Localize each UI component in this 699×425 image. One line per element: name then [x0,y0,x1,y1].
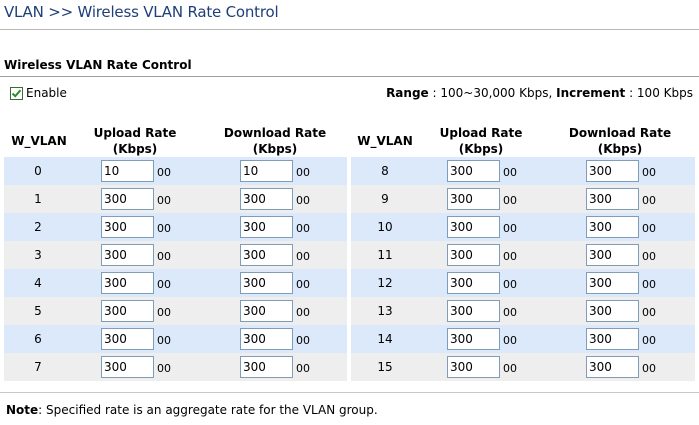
right-download-header [555,125,685,157]
upload-unit-suffix: 00 [157,362,171,375]
range-value: : 100~30,000 Kbps, [432,86,553,100]
download-rate-input[interactable] [586,356,639,378]
range-label: Range [386,86,429,100]
increment-value: : 100 Kbps [629,86,693,100]
download-unit-suffix: 00 [296,250,310,263]
download-rate-input[interactable] [240,160,293,182]
download-unit-suffix: 00 [296,362,310,375]
upload-unit-suffix: 00 [157,278,171,291]
upload-rate-input[interactable] [101,328,154,350]
upload-unit-suffix: 00 [503,250,517,263]
page-title: VLAN >> Wireless VLAN Rate Control [4,3,279,21]
download-unit-suffix: 00 [642,334,656,347]
upload-unit-suffix: 00 [503,334,517,347]
table-row [351,157,695,185]
upload-rate-input[interactable] [101,216,154,238]
table-row [4,353,347,381]
wvlan-id: 6 [34,332,42,346]
download-unit-suffix: 00 [642,194,656,207]
section-divider [0,76,699,77]
title-divider [0,29,699,30]
download-rate-input[interactable] [240,188,293,210]
wvlan-id: 14 [377,332,393,346]
wvlan-id: 5 [34,304,42,318]
upload-header-line1: Upload Rate [93,126,177,140]
left-wvlan-header: W_VLAN [11,134,67,148]
download-unit-suffix: 00 [642,362,656,375]
download-unit-suffix: 00 [642,250,656,263]
checkmark-icon [11,88,22,99]
table-row [351,269,695,297]
table-row [4,241,347,269]
wvlan-id: 13 [377,304,393,318]
download-unit-suffix: 00 [642,166,656,179]
download-rate-input[interactable] [586,244,639,266]
left-download-header [210,125,340,157]
download-unit-suffix: 00 [296,306,310,319]
wvlan-id: 1 [34,192,42,206]
upload-unit-suffix: 00 [503,194,517,207]
table-row [351,185,695,213]
upload-rate-input[interactable] [101,272,154,294]
enable-row[interactable] [10,86,67,100]
download-rate-input[interactable] [586,188,639,210]
upload-unit-suffix: 00 [157,222,171,235]
upload-unit-suffix: 00 [157,306,171,319]
table-row [351,213,695,241]
wvlan-id: 7 [34,360,42,374]
upload-unit-suffix: 00 [503,278,517,291]
table-row [4,325,347,353]
download-rate-input[interactable] [240,300,293,322]
upload-rate-input[interactable] [447,272,500,294]
download-rate-input[interactable] [240,272,293,294]
upload-unit-suffix: 00 [503,306,517,319]
upload-rate-input[interactable] [101,356,154,378]
download-rate-input[interactable] [586,300,639,322]
wvlan-id: 11 [377,248,393,262]
download-unit-suffix: 00 [296,166,310,179]
wvlan-id: 9 [381,192,389,206]
table-row [4,157,347,185]
download-rate-input[interactable] [586,216,639,238]
increment-label: Increment [556,86,626,100]
table-row [351,241,695,269]
wvlan-id: 15 [377,360,393,374]
enable-checkbox[interactable] [10,87,23,100]
download-rate-input[interactable] [240,356,293,378]
download-header-line1: Download Rate [568,126,672,140]
download-unit-suffix: 00 [296,278,310,291]
download-header-line1: Download Rate [223,126,327,140]
upload-rate-input[interactable] [447,244,500,266]
section-title: Wireless VLAN Rate Control [4,58,192,72]
enable-label: Enable [26,86,67,100]
table-row [4,269,347,297]
download-unit-suffix: 00 [642,306,656,319]
download-header-line2: (Kbps) [252,142,298,156]
upload-unit-suffix: 00 [157,166,171,179]
upload-unit-suffix: 00 [503,222,517,235]
left-upload-header [80,125,190,157]
wvlan-id: 8 [381,164,389,178]
upload-rate-input[interactable] [447,356,500,378]
wvlan-id: 2 [34,220,42,234]
download-rate-input[interactable] [586,272,639,294]
upload-unit-suffix: 00 [157,194,171,207]
download-rate-input[interactable] [586,160,639,182]
upload-rate-input[interactable] [447,216,500,238]
download-unit-suffix: 00 [642,222,656,235]
upload-rate-input[interactable] [447,188,500,210]
upload-unit-suffix: 00 [157,334,171,347]
upload-rate-input[interactable] [101,160,154,182]
upload-unit-suffix: 00 [503,166,517,179]
download-rate-input[interactable] [240,216,293,238]
download-rate-input[interactable] [240,244,293,266]
note-text: : Specified rate is an aggregate rate for the VLAN group. [38,403,378,417]
wvlan-id: 12 [377,276,393,290]
download-unit-suffix: 00 [296,334,310,347]
wvlan-id: 4 [34,276,42,290]
table-row [4,297,347,325]
upload-rate-input[interactable] [101,244,154,266]
upload-unit-suffix: 00 [157,250,171,263]
upload-rate-input[interactable] [447,160,500,182]
upload-rate-input[interactable] [447,328,500,350]
upload-header-line2: (Kbps) [112,142,158,156]
wvlan-id: 3 [34,248,42,262]
right-upload-header [426,125,536,157]
wvlan-id: 0 [34,164,42,178]
download-unit-suffix: 00 [642,278,656,291]
download-header-line2: (Kbps) [597,142,643,156]
right-rate-table [351,157,695,382]
bottom-divider [0,392,699,393]
table-row [4,185,347,213]
wvlan-id: 10 [377,220,393,234]
range-info [386,86,693,100]
upload-rate-input[interactable] [101,188,154,210]
upload-rate-input[interactable] [101,300,154,322]
right-wvlan-header: W_VLAN [357,134,413,148]
upload-header-line2: (Kbps) [458,142,504,156]
note [6,403,378,417]
left-rate-table [4,157,347,382]
upload-unit-suffix: 00 [503,362,517,375]
note-label: Note [6,403,39,417]
table-row [351,297,695,325]
table-row [4,213,347,241]
download-rate-input[interactable] [240,328,293,350]
download-unit-suffix: 00 [296,222,310,235]
table-row [351,325,695,353]
table-row [351,353,695,381]
download-unit-suffix: 00 [296,194,310,207]
download-rate-input[interactable] [586,328,639,350]
upload-header-line1: Upload Rate [439,126,523,140]
upload-rate-input[interactable] [447,300,500,322]
